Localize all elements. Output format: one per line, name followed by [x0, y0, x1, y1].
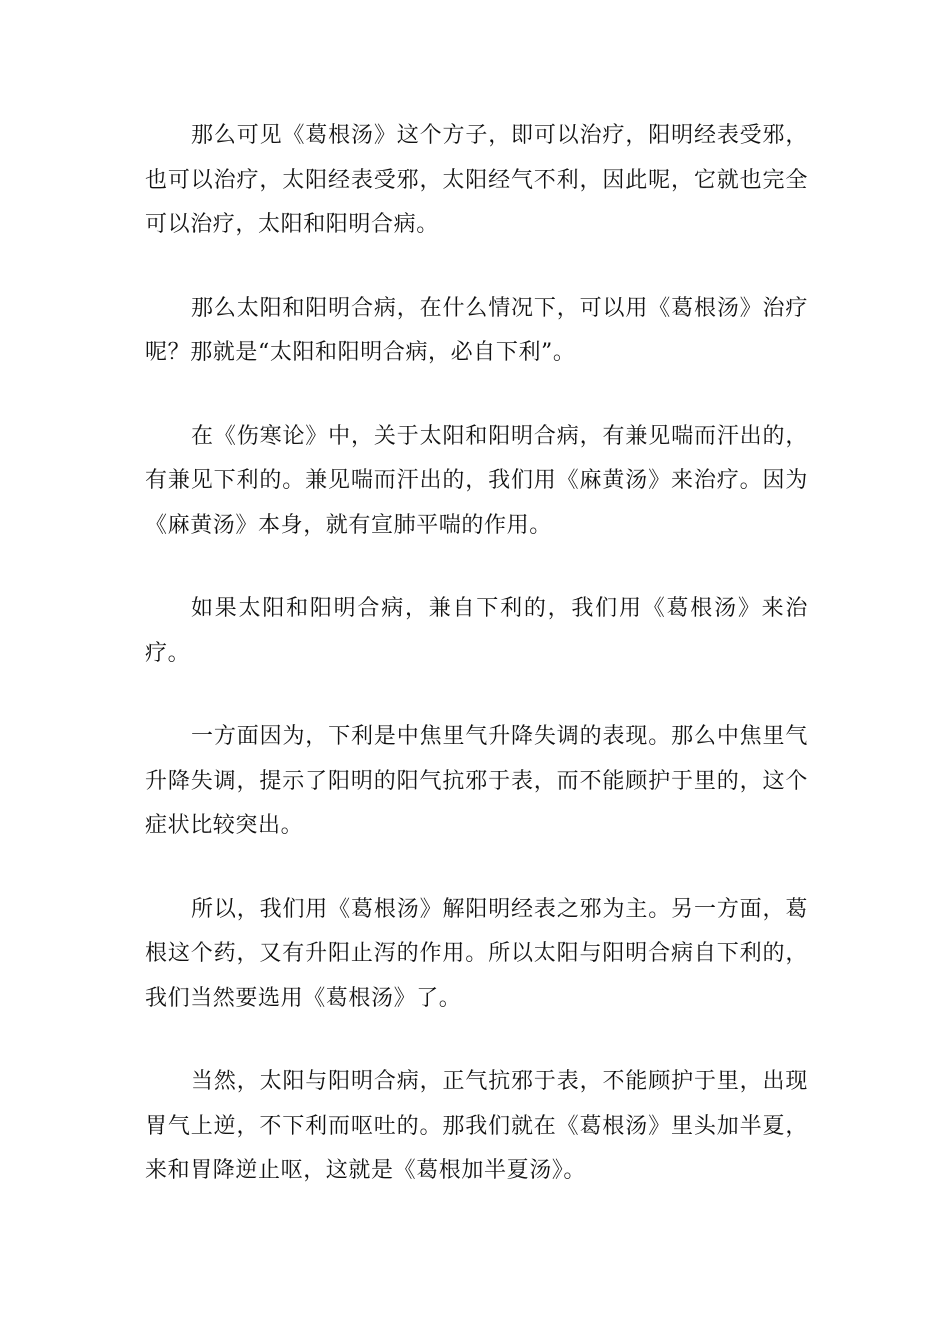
paragraph: 如果太阳和阳明合病，兼自下利的，我们用《葛根汤》来治疗。 — [145, 596, 808, 666]
paragraph: 那么太阳和阳明合病，在什么情况下，可以用《葛根汤》治疗呢？那就是“太阳和阳明合病，必自下利”。 — [145, 295, 808, 365]
paragraph: 所以，我们用《葛根汤》解阳明经表之邪为主。另一方面，葛根这个药，又有升阳止泻的作用。所以太阳与阳明合病自下利的，我们当然要选用《葛根汤》了。 — [145, 896, 808, 1011]
paragraph: 当然，太阳与阳明合病，正气抗邪于表，不能顾护于里，出现胃气上逆，不下利而呕吐的。那我们就在《葛根汤》里头加半夏，来和胃降逆止呕，这就是《葛根加半夏汤》。 — [145, 1069, 808, 1183]
paragraph: 在《伤寒论》中，关于太阳和阳明合病，有兼见喘而汗出的，有兼见下利的。兼见喘而汗出的，我们用《麻黄汤》来治疗。因为《麻黄汤》本身，就有宣肺平喘的作用。 — [145, 423, 808, 538]
document-body — [145, 114, 808, 1233]
paragraph: 那么可见《葛根汤》这个方子，即可以治疗，阳明经表受邪，也可以治疗，太阳经表受邪，太阳经气不利，因此呢，它就也完全可以治疗，太阳和阳明合病。 — [145, 123, 808, 237]
paragraph: 一方面因为，下利是中焦里气升降失调的表现。那么中焦里气升降失调，提示了阳明的阳气抗邪于表，而不能顾护于里的，这个症状比较突出。 — [145, 724, 808, 838]
